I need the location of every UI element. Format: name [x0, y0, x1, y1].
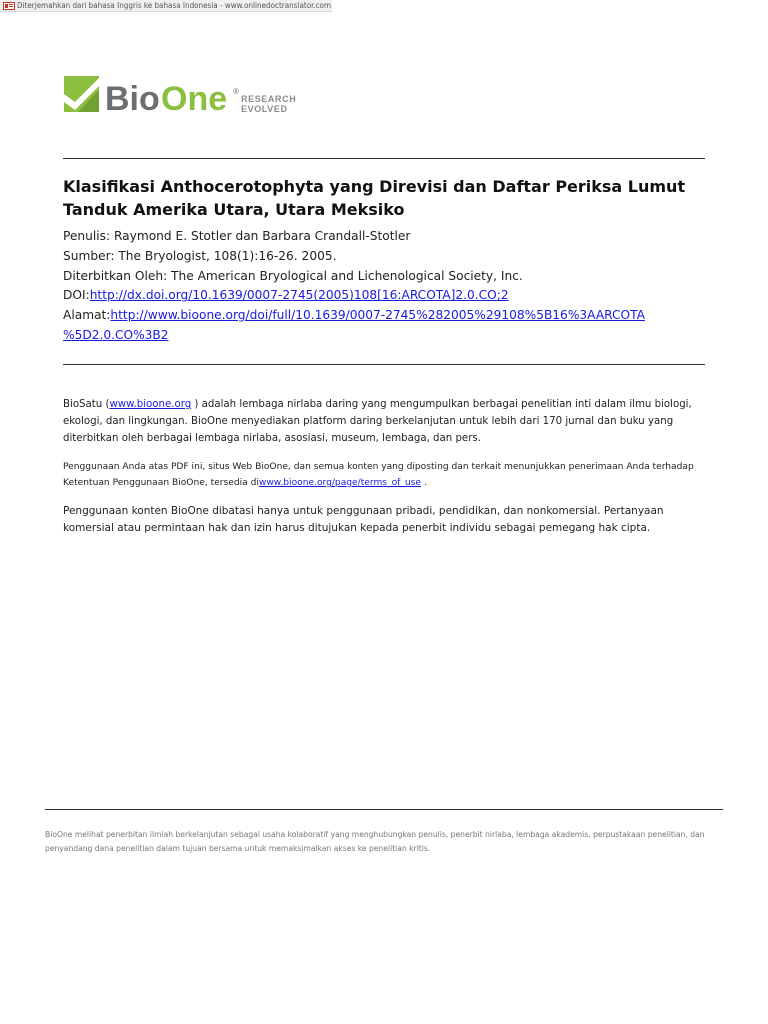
translator-banner-text: Diterjemahkan dari bahasa Inggris ke bahasa Indonesia - www.onlinedoctranslator.com — [17, 1, 331, 10]
usage-paragraph: Penggunaan konten BioOne dibatasi hanya untuk penggunaan pribadi, pendidikan, dan nonkomersial. Pertanyaan komersial atau permintaan hak dan izin harus ditujukan kepada penerbit individu sebagai pemegang hak cipta. — [63, 505, 664, 534]
article-address — [63, 306, 723, 326]
article-title: Klasifikasi Anthocerotophyta yang Direvisi dan Daftar Periksa Lumut Tanduk Amerika Utara, Utara Meksiko — [63, 177, 686, 219]
article-metadata — [63, 227, 723, 346]
divider-middle — [63, 364, 705, 365]
address-link[interactable]: http://www.bioone.org/doi/full/10.1639/0007-2745%282005%29108%5B16%3AARCOTA — [110, 308, 645, 323]
footer-text: BioOne melihat penerbitan ilmiah berkelanjutan sebagai usaha kolaboratif yang menghubungkan penulis, penerbit nirlaba, lembaga akademis, perpustakaan penelitian, dan penyandang dana penelitian dalam tujuan bersama untuk memaksimalkan akses ke penelitian kritis. — [45, 830, 705, 853]
address-label: Alamat: — [63, 308, 111, 323]
doi-link[interactable]: http://dx.doi.org/10.1639/0007-2745(2005)108[16:ARCOTA]2.0.CO;2 — [89, 288, 509, 303]
terms-paragraph — [63, 459, 703, 491]
bioone-logo-mark — [47, 72, 310, 124]
pdf-translate-icon — [3, 2, 15, 10]
bioone-link[interactable]: www.bioone.org — [109, 399, 192, 410]
divider-footer — [45, 809, 723, 810]
svg-text:One: One — [161, 80, 228, 118]
svg-text:Bio: Bio — [105, 80, 160, 118]
terms-link[interactable]: www.bioone.org/page/terms_of_use — [258, 478, 421, 488]
terms-prefix: Penggunaan Anda atas PDF ini, situs Web BioOne, dan semua konten yang diposting dan terkait menunjukkan penerimaan Anda terhadap Ketentuan Penggunaan BioOne, tersedia di — [63, 462, 694, 488]
about-prefix: BioSatu ( — [63, 399, 110, 410]
svg-text:RESEARCH: RESEARCH — [241, 94, 297, 104]
svg-text:®: ® — [233, 87, 239, 96]
about-suffix: ) adalah lembaga nirlaba daring yang mengumpulkan berbagai penelitian inti dalam ilmu biologi, ekologi, dan lingkungan. BioOne menyediakan platform daring berkelanjutan untuk lebih dari 170 jurnal dan buku yang diterbitkan oleh berbagai lembaga nirlaba, asosiasi, museum, lembaga, dan pers. — [63, 399, 692, 444]
article-source: Sumber: The Bryologist, 108(1):16-26. 2005. — [63, 248, 337, 263]
svg-text:EVOLVED: EVOLVED — [241, 104, 288, 114]
article-address-cont — [63, 326, 723, 346]
doi-label: DOI: — [63, 288, 90, 303]
terms-suffix: . — [421, 478, 427, 488]
divider-top — [63, 158, 705, 159]
about-paragraph — [63, 396, 703, 447]
address-link-cont[interactable]: %5D2.0.CO%3B2 — [63, 327, 169, 342]
article-author: Penulis: Raymond E. Stotler dan Barbara Crandall-Stotler — [63, 229, 411, 243]
translator-banner[interactable] — [0, 0, 332, 12]
article-doi — [63, 286, 723, 306]
article-publisher: Diterbitkan Oleh: The American Bryological and Lichenological Society, Inc. — [63, 268, 523, 283]
bioone-logo[interactable] — [47, 72, 310, 124]
